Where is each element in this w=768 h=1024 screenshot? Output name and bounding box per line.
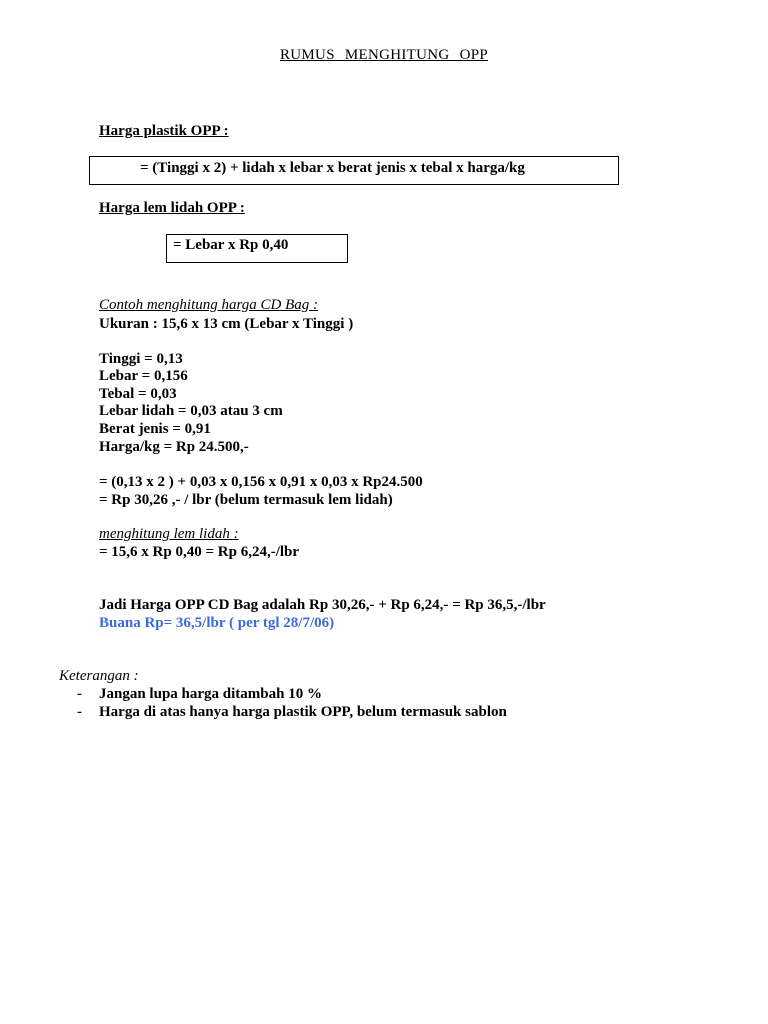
notes-heading: Keterangan : xyxy=(59,668,139,684)
glue-price-heading: Harga lem lidah OPP : xyxy=(99,200,245,216)
value-tinggi: Tinggi = 0,13 xyxy=(99,351,183,367)
notes-item: Harga di atas hanya harga plastik OPP, belum termasuk sablon xyxy=(99,704,507,720)
value-lebar-lidah: Lebar lidah = 0,03 atau 3 cm xyxy=(99,403,283,419)
glue-calc-heading: menghitung lem lidah : xyxy=(99,526,239,542)
result-buana: Buana Rp= 36,5/lbr ( per tgl 28/7/06) xyxy=(99,615,335,631)
result-summary: Jadi Harga OPP CD Bag adalah Rp 30,26,- + Rp 6,24,- = Rp 36,5,-/lbr xyxy=(99,597,546,613)
value-harga-kg: Harga/kg = Rp 24.500,- xyxy=(99,439,249,455)
plastic-formula: = (Tinggi x 2) + lidah x lebar x berat jenis x tebal x harga/kg xyxy=(140,160,525,176)
example-size: Ukuran : 15,6 x 13 cm (Lebar x Tinggi ) xyxy=(99,316,354,332)
plastic-price-heading: Harga plastik OPP : xyxy=(99,123,229,139)
notes-bullet: - xyxy=(77,704,82,720)
glue-calc: = 15,6 x Rp 0,40 = Rp 6,24,-/lbr xyxy=(99,544,300,560)
glue-formula-box xyxy=(166,234,348,263)
page-title: RUMUS MENGHITUNG OPP xyxy=(279,47,489,63)
example-heading: Contoh menghitung harga CD Bag : xyxy=(99,297,319,313)
plastic-formula-box xyxy=(89,156,619,185)
example-calc-1: = (0,13 x 2 ) + 0,03 x 0,156 x 0,91 x 0,03 x Rp24.500 xyxy=(99,474,423,490)
notes-item: Jangan lupa harga ditambah 10 % xyxy=(99,686,322,702)
example-calc-2: = Rp 30,26 ,- / lbr (belum termasuk lem lidah) xyxy=(99,492,393,508)
notes-bullet: - xyxy=(77,686,82,702)
glue-formula: = Lebar x Rp 0,40 xyxy=(173,237,289,253)
value-berat-jenis: Berat jenis = 0,91 xyxy=(99,421,211,437)
value-tebal: Tebal = 0,03 xyxy=(99,386,177,402)
value-lebar: Lebar = 0,156 xyxy=(99,368,188,384)
